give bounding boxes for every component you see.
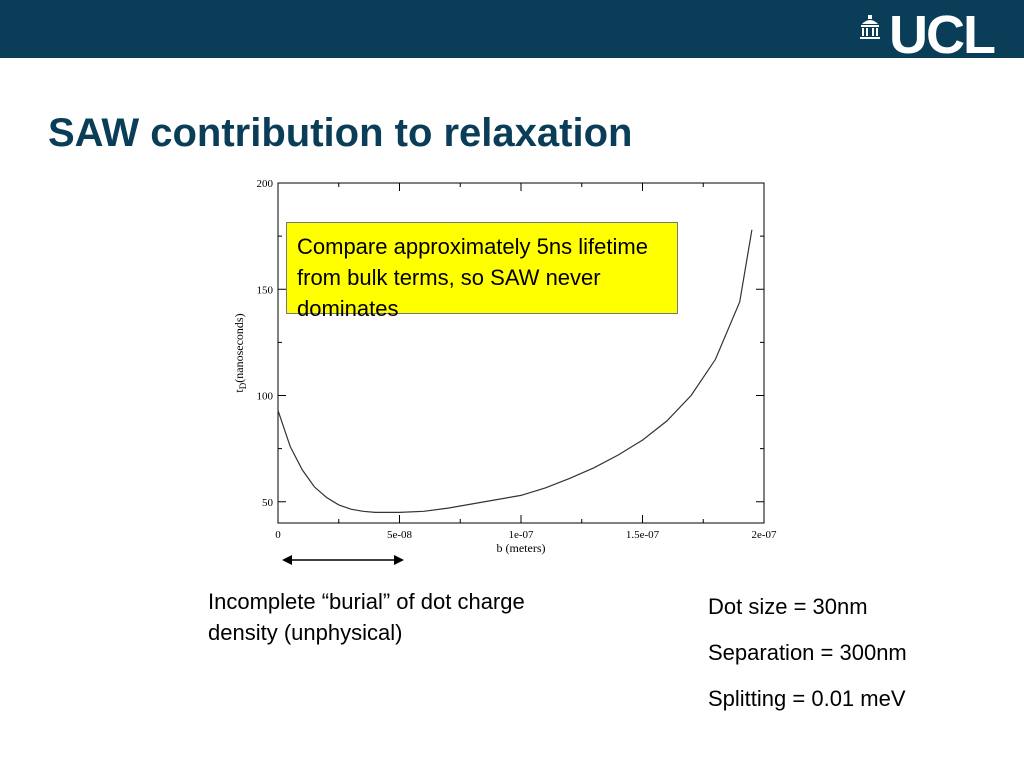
x-tick-label: 1e-07 (508, 529, 534, 541)
y-axis-label (232, 313, 248, 392)
x-tick-label: 2e-07 (751, 529, 777, 541)
x-tick-label: 5e-08 (386, 529, 413, 541)
double-arrow-icon (280, 552, 406, 568)
slide-title: SAW contribution to relaxation (48, 111, 633, 155)
param-item: Splitting = 0.01 meV (708, 686, 906, 711)
y-axis-label-sub: D (238, 382, 248, 390)
annotation-note: Incomplete “burial” of dot charge density (unphysical) (208, 589, 525, 645)
portico-icon (857, 14, 883, 40)
param-item: Separation = 300nm (708, 640, 907, 665)
x-tick-label: 1.5e-07 (625, 529, 660, 541)
callout-box: Compare approximately 5ns lifetime from bulk terms, so SAW never dominates (286, 222, 678, 314)
y-tick-label: 100 (256, 390, 273, 403)
y-axis-label-main: t (232, 389, 246, 393)
y-axis-label-rest: (nanoseconds) (232, 313, 246, 383)
parameter-list (708, 592, 907, 730)
param-item: Dot size = 30nm (708, 594, 868, 619)
y-tick-label: 200 (256, 178, 273, 190)
x-axis-label: b (meters) (496, 541, 546, 555)
x-tick-label: 0 (275, 529, 281, 541)
y-tick-label: 50 (262, 496, 273, 509)
header-bar (0, 0, 1024, 65)
y-tick-label: 150 (256, 284, 273, 297)
ucl-logo[interactable] (857, 5, 994, 65)
logo-text: UCL (889, 5, 994, 65)
